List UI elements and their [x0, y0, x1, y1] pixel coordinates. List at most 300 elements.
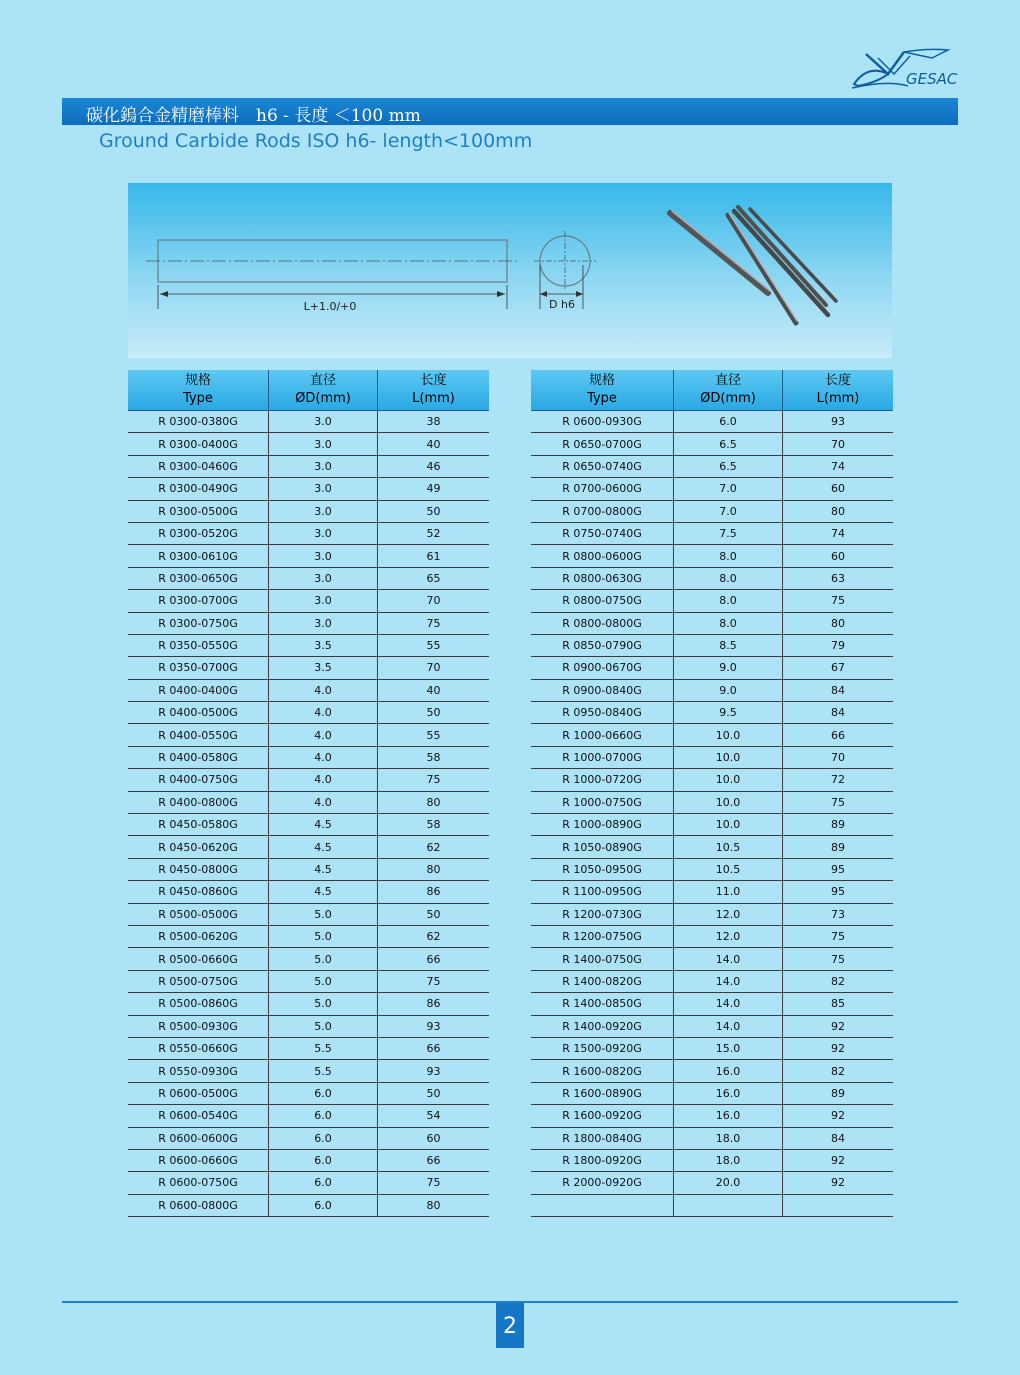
cell-diameter: 6.0: [269, 1149, 378, 1171]
cell-type: R 0400-0750G: [128, 769, 269, 791]
cell-type: R 0400-0580G: [128, 746, 269, 768]
cell-length: 95: [783, 858, 894, 880]
cell-type: R 1400-0920G: [531, 1015, 674, 1037]
table-row: [128, 836, 489, 858]
cell-diameter: 4.5: [269, 858, 378, 880]
cell-diameter: 12.0: [674, 903, 783, 925]
table-row: [531, 836, 893, 858]
cell-type: R 0550-0930G: [128, 1060, 269, 1082]
cell-type: R 0550-0660G: [128, 1037, 269, 1059]
table-row: [531, 500, 893, 522]
table-row: [531, 545, 893, 567]
cell-length: 93: [378, 1015, 490, 1037]
table-row: [128, 970, 489, 992]
cell-diameter: 10.0: [674, 746, 783, 768]
cell-diameter: 3.0: [269, 455, 378, 477]
cell-type: R 1000-0750G: [531, 791, 674, 813]
cell-length: 82: [783, 970, 894, 992]
cell-length: 50: [378, 500, 490, 522]
cell-diameter: 5.0: [269, 903, 378, 925]
diameter-label: D h6: [549, 298, 575, 311]
cell-type: R 2000-0920G: [531, 1172, 674, 1194]
cell-length: 84: [783, 679, 894, 701]
cell-type: [531, 1194, 674, 1216]
table-row: [128, 1105, 489, 1127]
cell-diameter: 6.0: [269, 1127, 378, 1149]
cell-length: 95: [783, 881, 894, 903]
cell-length: 66: [783, 724, 894, 746]
table-row: [128, 769, 489, 791]
cell-type: R 1050-0950G: [531, 858, 674, 880]
cell-diameter: 5.0: [269, 993, 378, 1015]
table-row: [128, 657, 489, 679]
table-row: [128, 948, 489, 970]
cell-length: [783, 1194, 894, 1216]
cell-diameter: 8.5: [674, 634, 783, 656]
cell-length: 70: [378, 657, 490, 679]
cell-length: 60: [378, 1127, 490, 1149]
table-row: [531, 814, 893, 836]
cell-length: 89: [783, 836, 894, 858]
cell-diameter: [674, 1194, 783, 1216]
cell-type: R 0600-0540G: [128, 1105, 269, 1127]
cell-diameter: 7.5: [674, 522, 783, 544]
cell-length: 50: [378, 702, 490, 724]
page-number: 2: [496, 1303, 524, 1348]
brand-name: GESAC: [906, 70, 958, 88]
table-row: [531, 455, 893, 477]
cell-diameter: 4.0: [269, 769, 378, 791]
table-row: [128, 1082, 489, 1104]
table-row: [531, 612, 893, 634]
table-row: [531, 746, 893, 768]
cell-type: R 0400-0550G: [128, 724, 269, 746]
cell-length: 74: [783, 522, 894, 544]
cell-diameter: 6.0: [269, 1082, 378, 1104]
cell-type: R 1000-0660G: [531, 724, 674, 746]
cell-diameter: 10.0: [674, 814, 783, 836]
cell-diameter: 4.0: [269, 702, 378, 724]
cell-length: 55: [378, 724, 490, 746]
cell-type: R 0400-0500G: [128, 702, 269, 724]
rod-diagram: [128, 183, 892, 358]
cell-diameter: 3.0: [269, 612, 378, 634]
cell-length: 60: [783, 478, 894, 500]
table-row: [128, 1015, 489, 1037]
table-row: [531, 478, 893, 500]
cell-length: 46: [378, 455, 490, 477]
cell-diameter: 20.0: [674, 1172, 783, 1194]
cell-type: R 0500-0620G: [128, 925, 269, 947]
cell-length: 80: [378, 858, 490, 880]
length-label: L+1.0/+0: [303, 300, 357, 313]
cell-type: R 0800-0750G: [531, 590, 674, 612]
cell-diameter: 15.0: [674, 1037, 783, 1059]
cell-diameter: 16.0: [674, 1060, 783, 1082]
cell-diameter: 9.5: [674, 702, 783, 724]
cell-diameter: 8.0: [674, 567, 783, 589]
cell-diameter: 10.5: [674, 836, 783, 858]
table-row: [531, 411, 893, 433]
table-header-row: [128, 370, 489, 411]
table-row: [531, 769, 893, 791]
cell-type: R 1400-0750G: [531, 948, 674, 970]
cell-diameter: 3.0: [269, 590, 378, 612]
cell-type: R 0600-0800G: [128, 1194, 269, 1216]
cell-type: R 1100-0950G: [531, 881, 674, 903]
cell-length: 58: [378, 814, 490, 836]
cell-diameter: 8.0: [674, 590, 783, 612]
cell-diameter: 5.5: [269, 1037, 378, 1059]
table-row: [531, 881, 893, 903]
cell-diameter: 16.0: [674, 1082, 783, 1104]
cell-diameter: 6.0: [269, 1194, 378, 1216]
table-row: [128, 1149, 489, 1171]
cell-length: 75: [783, 791, 894, 813]
table-row: [531, 1105, 893, 1127]
cell-length: 75: [378, 769, 490, 791]
cell-length: 73: [783, 903, 894, 925]
cell-type: R 1200-0750G: [531, 925, 674, 947]
table-row: [531, 702, 893, 724]
cell-length: 70: [783, 433, 894, 455]
table-row: [531, 634, 893, 656]
cell-diameter: 5.0: [269, 925, 378, 947]
cell-type: R 0300-0700G: [128, 590, 269, 612]
cell-type: R 0500-0860G: [128, 993, 269, 1015]
table-row: [531, 1037, 893, 1059]
cell-diameter: 12.0: [674, 925, 783, 947]
col-type-header: 规格 Type: [531, 370, 674, 411]
cell-type: R 0300-0490G: [128, 478, 269, 500]
cell-type: R 0350-0700G: [128, 657, 269, 679]
cell-diameter: 3.0: [269, 411, 378, 433]
cell-type: R 0600-0750G: [128, 1172, 269, 1194]
table-row: [531, 724, 893, 746]
table-row: [128, 925, 489, 947]
cell-diameter: 5.0: [269, 970, 378, 992]
cell-length: 89: [783, 1082, 894, 1104]
cell-diameter: 7.0: [674, 478, 783, 500]
cell-type: R 1600-0890G: [531, 1082, 674, 1104]
cell-type: R 1500-0920G: [531, 1037, 674, 1059]
table-row: [128, 567, 489, 589]
cell-diameter: 3.0: [269, 567, 378, 589]
table-row: [128, 1037, 489, 1059]
col-type-header: 规格 Type: [128, 370, 269, 411]
cell-length: 86: [378, 881, 490, 903]
cell-type: R 0300-0460G: [128, 455, 269, 477]
table-row: [128, 1127, 489, 1149]
table-row: [128, 455, 489, 477]
table-row: [531, 1082, 893, 1104]
table-row: [128, 746, 489, 768]
cell-diameter: 6.0: [269, 1172, 378, 1194]
table-row: [531, 858, 893, 880]
cell-type: R 1800-0840G: [531, 1127, 674, 1149]
cell-diameter: 5.0: [269, 948, 378, 970]
cell-type: R 0950-0840G: [531, 702, 674, 724]
cell-diameter: 3.0: [269, 500, 378, 522]
cell-type: R 0800-0800G: [531, 612, 674, 634]
col-length-header: 长度 L(mm): [783, 370, 894, 411]
table-row: [531, 903, 893, 925]
table-row: [128, 478, 489, 500]
table-row: [128, 791, 489, 813]
cell-length: 93: [378, 1060, 490, 1082]
cell-type: R 0700-0600G: [531, 478, 674, 500]
cell-length: 75: [378, 1172, 490, 1194]
cell-type: R 0300-0380G: [128, 411, 269, 433]
table-row: [128, 545, 489, 567]
cell-diameter: 4.5: [269, 881, 378, 903]
cell-type: R 0400-0400G: [128, 679, 269, 701]
table-row: [531, 567, 893, 589]
cell-length: 93: [783, 411, 894, 433]
cell-length: 49: [378, 478, 490, 500]
page-title-zh: 碳化鎢合金精磨棒料 h6 - 長度 ＜100 mm: [86, 106, 421, 126]
cell-type: R 0450-0800G: [128, 858, 269, 880]
cell-type: R 1800-0920G: [531, 1149, 674, 1171]
cell-diameter: 4.0: [269, 679, 378, 701]
cell-length: 80: [378, 1194, 490, 1216]
table-header-row: [531, 370, 893, 411]
cell-diameter: 6.0: [269, 1105, 378, 1127]
cell-type: R 1600-0820G: [531, 1060, 674, 1082]
cell-type: R 0900-0670G: [531, 657, 674, 679]
cell-diameter: 10.0: [674, 769, 783, 791]
cell-type: R 0600-0930G: [531, 411, 674, 433]
table-row: [128, 903, 489, 925]
cell-type: R 0300-0500G: [128, 500, 269, 522]
cell-type: R 0650-0740G: [531, 455, 674, 477]
table-row: [531, 1060, 893, 1082]
col-length-header: 长度 L(mm): [378, 370, 490, 411]
table-row: [128, 1194, 489, 1216]
table-row: [531, 1127, 893, 1149]
table-row: [531, 993, 893, 1015]
cell-length: 70: [783, 746, 894, 768]
col-diameter-header: 直径 ØD(mm): [269, 370, 378, 411]
cell-diameter: 4.5: [269, 836, 378, 858]
title-bar: [62, 98, 958, 125]
cell-diameter: 14.0: [674, 948, 783, 970]
cell-type: R 0300-0750G: [128, 612, 269, 634]
cell-type: R 1200-0730G: [531, 903, 674, 925]
table-row: [531, 522, 893, 544]
cell-length: 80: [783, 500, 894, 522]
cell-diameter: 7.0: [674, 500, 783, 522]
cell-length: 92: [783, 1015, 894, 1037]
cell-diameter: 3.5: [269, 634, 378, 656]
cell-type: R 1400-0850G: [531, 993, 674, 1015]
cell-length: 38: [378, 411, 490, 433]
cell-diameter: 3.0: [269, 478, 378, 500]
cell-length: 66: [378, 1037, 490, 1059]
cell-type: R 0800-0630G: [531, 567, 674, 589]
cell-length: 40: [378, 679, 490, 701]
cell-diameter: 9.0: [674, 657, 783, 679]
cell-length: 75: [783, 925, 894, 947]
table-row: [128, 590, 489, 612]
cell-diameter: 3.0: [269, 545, 378, 567]
cell-length: 52: [378, 522, 490, 544]
cell-type: R 1000-0720G: [531, 769, 674, 791]
cell-length: 92: [783, 1105, 894, 1127]
cell-type: R 1400-0820G: [531, 970, 674, 992]
cell-length: 72: [783, 769, 894, 791]
cell-diameter: 9.0: [674, 679, 783, 701]
table-row: [531, 791, 893, 813]
table-row: [128, 411, 489, 433]
cell-type: R 0350-0550G: [128, 634, 269, 656]
cell-length: 50: [378, 1082, 490, 1104]
table-row: [531, 1015, 893, 1037]
col-diameter-header: 直径 ØD(mm): [674, 370, 783, 411]
cell-length: 80: [783, 612, 894, 634]
table-row: [531, 1172, 893, 1194]
cell-diameter: 6.5: [674, 455, 783, 477]
cell-length: 80: [378, 791, 490, 813]
cell-diameter: 14.0: [674, 970, 783, 992]
cell-diameter: 18.0: [674, 1127, 783, 1149]
rod-spec-table-right: [531, 370, 893, 1217]
cell-type: R 0850-0790G: [531, 634, 674, 656]
cell-length: 58: [378, 746, 490, 768]
cell-diameter: 14.0: [674, 1015, 783, 1037]
table-row: [128, 702, 489, 724]
table-row: [128, 522, 489, 544]
table-row: [128, 858, 489, 880]
cell-type: R 0450-0580G: [128, 814, 269, 836]
cell-type: R 0600-0660G: [128, 1149, 269, 1171]
table-row: [128, 433, 489, 455]
rod-spec-table-left: [128, 370, 489, 1217]
cell-diameter: 5.5: [269, 1060, 378, 1082]
cell-length: 55: [378, 634, 490, 656]
cell-type: R 0500-0500G: [128, 903, 269, 925]
cell-length: 74: [783, 455, 894, 477]
table-row: [531, 1149, 893, 1171]
cell-diameter: 6.5: [674, 433, 783, 455]
cell-length: 84: [783, 1127, 894, 1149]
cell-diameter: 6.0: [674, 411, 783, 433]
table-row: [128, 993, 489, 1015]
cell-diameter: 4.0: [269, 791, 378, 813]
cell-type: R 0800-0600G: [531, 545, 674, 567]
cell-diameter: 4.0: [269, 724, 378, 746]
cell-diameter: 3.0: [269, 433, 378, 455]
table-row: [531, 433, 893, 455]
cell-diameter: 5.0: [269, 1015, 378, 1037]
cell-length: 89: [783, 814, 894, 836]
cell-length: 62: [378, 925, 490, 947]
cell-length: 66: [378, 1149, 490, 1171]
cell-type: R 0500-0930G: [128, 1015, 269, 1037]
cell-length: 92: [783, 1172, 894, 1194]
table-row: [128, 1060, 489, 1082]
cell-length: 63: [783, 567, 894, 589]
cell-diameter: 14.0: [674, 993, 783, 1015]
cell-length: 66: [378, 948, 490, 970]
cell-diameter: 16.0: [674, 1105, 783, 1127]
table-row: [531, 970, 893, 992]
cell-type: R 0300-0400G: [128, 433, 269, 455]
cell-length: 61: [378, 545, 490, 567]
cell-type: R 1050-0890G: [531, 836, 674, 858]
table-row: [128, 612, 489, 634]
cell-length: 92: [783, 1037, 894, 1059]
table-row: [531, 948, 893, 970]
table-row: [128, 1172, 489, 1194]
table-row: [128, 679, 489, 701]
cell-type: R 0450-0620G: [128, 836, 269, 858]
cell-length: 75: [783, 590, 894, 612]
cell-diameter: 18.0: [674, 1149, 783, 1171]
cell-diameter: 8.0: [674, 545, 783, 567]
cell-type: R 0750-0740G: [531, 522, 674, 544]
cell-type: R 0600-0600G: [128, 1127, 269, 1149]
table-row: [531, 679, 893, 701]
cell-diameter: 3.5: [269, 657, 378, 679]
cell-type: R 0900-0840G: [531, 679, 674, 701]
cell-length: 62: [378, 836, 490, 858]
cell-type: R 0600-0500G: [128, 1082, 269, 1104]
table-row: [531, 657, 893, 679]
cell-diameter: 11.0: [674, 881, 783, 903]
table-row: [531, 590, 893, 612]
cell-type: R 0500-0660G: [128, 948, 269, 970]
cell-length: 65: [378, 567, 490, 589]
cell-type: R 1600-0920G: [531, 1105, 674, 1127]
cell-type: R 1000-0890G: [531, 814, 674, 836]
cell-diameter: 10.0: [674, 791, 783, 813]
cell-type: R 1000-0700G: [531, 746, 674, 768]
cell-length: 50: [378, 903, 490, 925]
carbide-rods-photo: [670, 207, 836, 323]
cell-type: R 0700-0800G: [531, 500, 674, 522]
cell-length: 85: [783, 993, 894, 1015]
cell-diameter: 4.5: [269, 814, 378, 836]
table-row: [531, 1194, 893, 1216]
cell-diameter: 4.0: [269, 746, 378, 768]
table-row: [128, 634, 489, 656]
table-row: [128, 881, 489, 903]
cell-diameter: 10.5: [674, 858, 783, 880]
cell-length: 86: [378, 993, 490, 1015]
cell-length: 40: [378, 433, 490, 455]
cell-type: R 0300-0650G: [128, 567, 269, 589]
cell-type: R 0300-0520G: [128, 522, 269, 544]
cell-length: 75: [378, 612, 490, 634]
table-row: [128, 814, 489, 836]
page-title-en: Ground Carbide Rods ISO h6- length<100mm: [99, 130, 533, 152]
cell-diameter: 3.0: [269, 522, 378, 544]
cell-type: R 0400-0800G: [128, 791, 269, 813]
cell-length: 54: [378, 1105, 490, 1127]
cell-type: R 0650-0700G: [531, 433, 674, 455]
cell-length: 75: [783, 948, 894, 970]
cell-length: 60: [783, 545, 894, 567]
table-row: [128, 500, 489, 522]
cell-type: R 0450-0860G: [128, 881, 269, 903]
cell-diameter: 8.0: [674, 612, 783, 634]
cell-length: 82: [783, 1060, 894, 1082]
cell-length: 67: [783, 657, 894, 679]
table-row: [128, 724, 489, 746]
cell-length: 84: [783, 702, 894, 724]
cell-length: 70: [378, 590, 490, 612]
